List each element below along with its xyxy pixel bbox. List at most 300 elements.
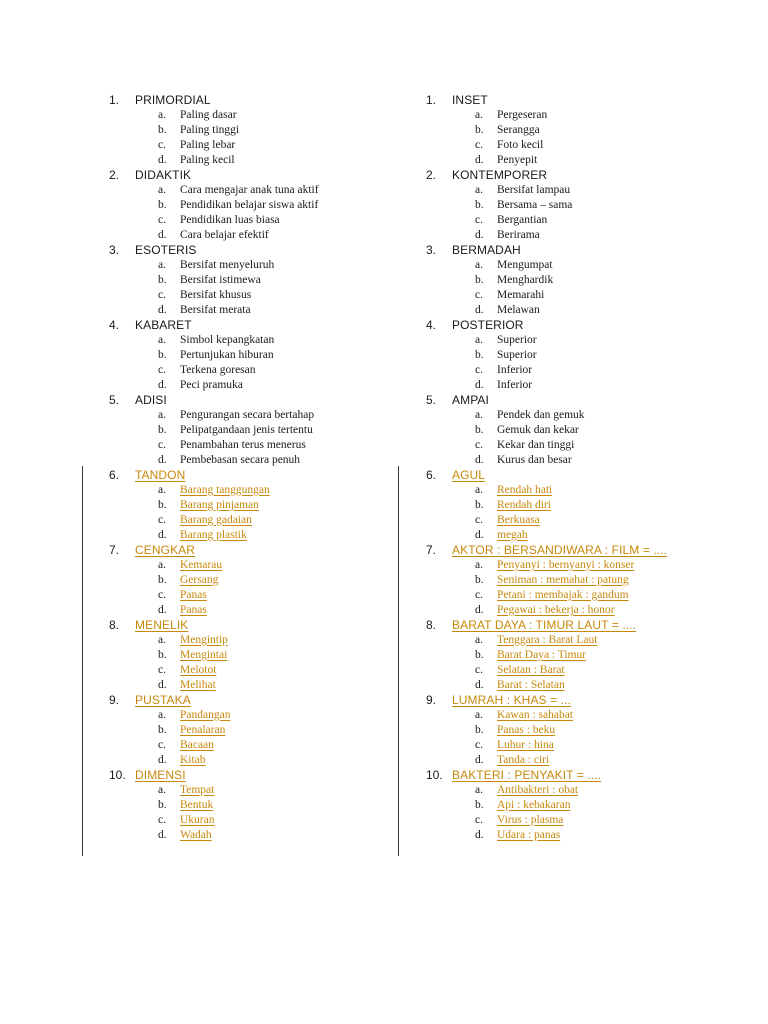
answer-option <box>426 122 756 137</box>
option-letter: b. <box>158 348 167 361</box>
option-text: Gemuk dan kekar <box>497 423 579 436</box>
answer-option <box>109 302 439 317</box>
option-letter: b. <box>158 798 167 811</box>
question-number: 7. <box>109 542 120 557</box>
answer-option <box>426 482 756 497</box>
answer-option <box>426 152 756 167</box>
question-block <box>426 167 756 242</box>
option-letter: d. <box>475 453 484 466</box>
option-letter: d. <box>475 678 484 691</box>
option-text: Barang gadaian <box>180 513 252 526</box>
question-number: 8. <box>426 617 437 632</box>
option-text: Ukuran <box>180 813 215 826</box>
option-text: Mengumpat <box>497 258 553 271</box>
answer-option <box>426 662 756 677</box>
option-letter: a. <box>158 558 166 571</box>
question-word: AGUL <box>452 467 486 482</box>
answer-option <box>109 227 439 242</box>
option-text: Gersang <box>180 573 219 586</box>
option-text: Selatan : Barat <box>497 663 565 676</box>
option-letter: a. <box>475 333 483 346</box>
question-word: MENELIK <box>135 617 189 632</box>
answer-option <box>109 677 439 692</box>
option-letter: d. <box>158 828 167 841</box>
answer-option <box>426 572 756 587</box>
option-letter: a. <box>475 633 483 646</box>
option-text: Paling tinggi <box>180 123 240 136</box>
option-text: Bersifat khusus <box>180 288 252 301</box>
option-letter: c. <box>158 438 166 451</box>
option-letter: a. <box>158 483 166 496</box>
option-letter: b. <box>158 648 167 661</box>
option-letter: a. <box>475 708 483 721</box>
option-text: Cara mengajar anak tuna aktif <box>180 183 319 196</box>
question-word: DIMENSI <box>135 767 186 782</box>
option-text: Kemarau <box>180 558 223 571</box>
answer-option <box>426 107 756 122</box>
option-text: Melotot <box>180 663 217 676</box>
question-row <box>426 392 756 407</box>
answer-option <box>109 812 439 827</box>
answer-option <box>426 812 756 827</box>
option-letter: b. <box>475 498 484 511</box>
option-text: Mengintip <box>180 633 228 646</box>
question-word: ADISI <box>135 392 167 407</box>
question-row <box>109 692 439 707</box>
option-text: Seniman : memahat : patung <box>497 573 629 586</box>
option-text: Penyepit <box>497 153 538 166</box>
option-letter: a. <box>158 183 166 196</box>
option-letter: d. <box>158 228 167 241</box>
answer-option <box>109 827 439 842</box>
option-letter: c. <box>475 213 483 226</box>
question-word: KABARET <box>135 317 192 332</box>
option-letter: d. <box>158 153 167 166</box>
answer-option <box>426 557 756 572</box>
option-letter: a. <box>475 558 483 571</box>
option-text: Rendah hati <box>497 483 553 496</box>
answer-option <box>426 602 756 617</box>
option-text: Kawan : sahabat <box>497 708 573 721</box>
option-letter: c. <box>475 138 483 151</box>
question-row <box>426 242 756 257</box>
option-text: Barang tanggungan <box>180 483 270 496</box>
option-text: Panas : beku <box>497 723 556 736</box>
option-letter: a. <box>158 708 166 721</box>
option-text: Barang pinjaman <box>180 498 259 511</box>
option-text: Peci pramuka <box>180 378 243 391</box>
option-letter: c. <box>475 588 483 601</box>
option-letter: d. <box>158 303 167 316</box>
answer-option <box>426 677 756 692</box>
answer-option <box>426 347 756 362</box>
option-text: Superior <box>497 348 537 361</box>
left-question-column <box>109 92 439 842</box>
answer-option <box>426 332 756 347</box>
question-number: 9. <box>426 692 437 707</box>
question-number: 1. <box>109 92 120 107</box>
question-block <box>109 392 439 467</box>
option-text: Cara belajar efektif <box>180 228 269 241</box>
option-text: Pendek dan gemuk <box>497 408 585 421</box>
question-block <box>109 242 439 317</box>
option-letter: d. <box>158 603 167 616</box>
option-text: Berkuasa <box>497 513 540 526</box>
option-letter: c. <box>475 513 483 526</box>
question-block <box>109 767 439 842</box>
answer-option <box>426 737 756 752</box>
answer-option <box>109 707 439 722</box>
option-text: Tanda : ciri <box>497 753 550 766</box>
question-number: 5. <box>426 392 437 407</box>
answer-option <box>109 662 439 677</box>
question-block <box>109 92 439 167</box>
answer-option <box>109 332 439 347</box>
option-letter: d. <box>158 678 167 691</box>
answer-option <box>109 377 439 392</box>
option-letter: b. <box>475 273 484 286</box>
answer-option <box>109 752 439 767</box>
option-text: Bersama – sama <box>497 198 573 211</box>
option-text: Superior <box>497 333 537 346</box>
option-text: Paling lebar <box>180 138 236 151</box>
answer-option <box>109 362 439 377</box>
option-letter: b. <box>475 648 484 661</box>
option-text: Bergantian <box>497 213 548 226</box>
question-row <box>426 92 756 107</box>
question-block <box>426 242 756 317</box>
answer-option <box>426 512 756 527</box>
option-letter: c. <box>158 138 166 151</box>
question-word: INSET <box>452 92 488 107</box>
answer-option <box>109 632 439 647</box>
option-text: Penambahan terus menerus <box>180 438 306 451</box>
answer-option <box>109 557 439 572</box>
question-number: 6. <box>109 467 120 482</box>
question-word: BAKTERI : PENYAKIT = .... <box>452 767 602 782</box>
option-letter: b. <box>475 573 484 586</box>
question-row <box>109 467 439 482</box>
option-text: Tenggara : Barat Laut <box>497 633 598 646</box>
question-number: 10. <box>426 767 443 782</box>
question-word: POSTERIOR <box>452 317 524 332</box>
option-text: Luhur : hina <box>497 738 554 751</box>
question-word: DIDAKTIK <box>135 167 192 182</box>
answer-option <box>109 272 439 287</box>
answer-option <box>109 602 439 617</box>
question-number: 2. <box>109 167 120 182</box>
question-number: 8. <box>109 617 120 632</box>
option-text: Berirama <box>497 228 540 241</box>
option-letter: b. <box>475 198 484 211</box>
option-text: Pembebasan secara penuh <box>180 453 301 466</box>
question-row <box>426 617 756 632</box>
option-text: Kurus dan besar <box>497 453 572 466</box>
option-text: Kitab <box>180 753 206 766</box>
answer-option <box>426 437 756 452</box>
option-text: Wadah <box>180 828 212 841</box>
option-letter: b. <box>158 498 167 511</box>
option-letter: c. <box>475 813 483 826</box>
answer-option <box>426 362 756 377</box>
question-word: AKTOR : BERSANDIWARA : FILM = .... <box>452 542 668 557</box>
answer-option <box>109 797 439 812</box>
answer-option <box>109 122 439 137</box>
option-letter: d. <box>475 378 484 391</box>
answer-option <box>426 197 756 212</box>
answer-option <box>109 422 439 437</box>
answer-option <box>109 737 439 752</box>
option-letter: a. <box>475 108 483 121</box>
option-text: Kekar dan tinggi <box>497 438 575 451</box>
option-letter: b. <box>158 423 167 436</box>
option-letter: d. <box>475 603 484 616</box>
question-block <box>426 467 756 542</box>
question-row <box>426 467 756 482</box>
answer-option <box>109 197 439 212</box>
option-text: Pendidikan luas biasa <box>180 213 280 226</box>
option-text: Pandangan <box>180 708 231 721</box>
option-letter: c. <box>158 363 166 376</box>
option-letter: a. <box>158 258 166 271</box>
question-row <box>426 317 756 332</box>
question-block <box>109 542 439 617</box>
option-letter: a. <box>475 183 483 196</box>
question-row <box>426 167 756 182</box>
option-text: Panas <box>180 603 207 616</box>
option-letter: c. <box>158 288 166 301</box>
question-number: 3. <box>426 242 437 257</box>
answer-option <box>426 647 756 662</box>
answer-option <box>426 377 756 392</box>
option-letter: b. <box>158 273 167 286</box>
answer-option <box>426 827 756 842</box>
option-letter: c. <box>158 738 166 751</box>
answer-option <box>109 722 439 737</box>
answer-option <box>426 407 756 422</box>
question-number: 5. <box>109 392 120 407</box>
answer-option <box>109 107 439 122</box>
option-text: Bersifat menyeluruh <box>180 258 275 271</box>
answer-option <box>426 722 756 737</box>
option-text: Paling kecil <box>180 153 235 166</box>
option-text: Virus : plasma <box>497 813 564 826</box>
answer-option <box>426 287 756 302</box>
question-row <box>109 617 439 632</box>
question-row <box>109 317 439 332</box>
question-block <box>426 692 756 767</box>
option-letter: c. <box>158 813 166 826</box>
option-letter: a. <box>158 783 166 796</box>
question-word: AMPAI <box>452 392 489 407</box>
question-block <box>426 392 756 467</box>
question-row <box>426 692 756 707</box>
answer-option <box>109 497 439 512</box>
right-question-column <box>426 92 756 842</box>
question-number: 1. <box>426 92 437 107</box>
answer-option <box>109 347 439 362</box>
option-text: Inferior <box>497 378 533 391</box>
option-letter: d. <box>475 153 484 166</box>
option-letter: c. <box>158 588 166 601</box>
option-text: Melihat <box>180 678 216 691</box>
question-row <box>109 242 439 257</box>
option-letter: d. <box>475 228 484 241</box>
option-text: Udara : panas <box>497 828 561 841</box>
option-letter: d. <box>158 528 167 541</box>
option-letter: b. <box>475 798 484 811</box>
option-letter: c. <box>475 363 483 376</box>
answer-option <box>426 182 756 197</box>
answer-option <box>109 287 439 302</box>
option-letter: d. <box>475 828 484 841</box>
answer-option <box>109 437 439 452</box>
question-block <box>426 767 756 842</box>
answer-option <box>426 257 756 272</box>
option-text: Barang plastik <box>180 528 247 541</box>
question-number: 2. <box>426 167 437 182</box>
option-letter: b. <box>158 123 167 136</box>
option-letter: c. <box>475 438 483 451</box>
question-row <box>426 542 756 557</box>
question-word: BERMADAH <box>452 242 521 257</box>
option-text: Simbol kepangkatan <box>180 333 275 346</box>
option-letter: d. <box>475 528 484 541</box>
answer-option <box>426 752 756 767</box>
option-text: Memarahi <box>497 288 545 301</box>
option-text: megah <box>497 528 528 541</box>
option-text: Menghardik <box>497 273 554 286</box>
option-letter: b. <box>475 348 484 361</box>
question-word: TANDON <box>135 467 186 482</box>
answer-option <box>109 182 439 197</box>
answer-option <box>426 212 756 227</box>
answer-option <box>426 497 756 512</box>
option-text: Terkena goresan <box>180 363 256 376</box>
answer-option <box>109 452 439 467</box>
option-text: Pelipatgandaan jenis tertentu <box>180 423 313 436</box>
question-number: 3. <box>109 242 120 257</box>
option-text: Serangga <box>497 123 540 136</box>
answer-option <box>426 707 756 722</box>
answer-option <box>109 512 439 527</box>
question-block <box>426 92 756 167</box>
option-letter: b. <box>158 573 167 586</box>
question-block <box>109 317 439 392</box>
option-letter: d. <box>158 753 167 766</box>
option-letter: a. <box>475 483 483 496</box>
answer-option <box>426 632 756 647</box>
question-block <box>109 692 439 767</box>
option-letter: d. <box>158 453 167 466</box>
option-text: Bersifat merata <box>180 303 251 316</box>
question-row <box>109 767 439 782</box>
option-text: Mengintai <box>180 648 228 661</box>
answer-option <box>109 782 439 797</box>
question-number: 4. <box>109 317 120 332</box>
option-letter: b. <box>475 423 484 436</box>
option-text: Panas <box>180 588 207 601</box>
option-letter: c. <box>475 663 483 676</box>
answer-option <box>426 302 756 317</box>
option-text: Penyanyi : bernyanyi : konser <box>497 558 635 571</box>
option-text: Petani : membajak : gandum <box>497 588 629 601</box>
answer-option <box>109 587 439 602</box>
question-word: PUSTAKA <box>135 692 191 707</box>
answer-option <box>426 782 756 797</box>
answer-option <box>109 647 439 662</box>
option-text: Bentuk <box>180 798 214 811</box>
question-block <box>109 467 439 542</box>
option-text: Rendah diri <box>497 498 551 511</box>
answer-option <box>109 257 439 272</box>
answer-option <box>109 152 439 167</box>
answer-option <box>426 422 756 437</box>
answer-option <box>109 137 439 152</box>
option-letter: b. <box>475 123 484 136</box>
question-word: PRIMORDIAL <box>135 92 211 107</box>
option-text: Api : kebakaran <box>497 798 571 811</box>
option-text: Inferior <box>497 363 533 376</box>
answer-option <box>109 572 439 587</box>
option-letter: b. <box>475 723 484 736</box>
answer-option <box>109 407 439 422</box>
question-row <box>109 542 439 557</box>
question-number: 7. <box>426 542 437 557</box>
option-text: Melawan <box>497 303 540 316</box>
option-letter: b. <box>158 723 167 736</box>
left-margin-line <box>82 466 83 856</box>
answer-option <box>109 527 439 542</box>
answer-option <box>109 212 439 227</box>
option-letter: c. <box>475 738 483 751</box>
question-block <box>426 542 756 617</box>
question-word: CENGKAR <box>135 542 196 557</box>
option-letter: d. <box>158 378 167 391</box>
question-block <box>426 317 756 392</box>
option-letter: a. <box>475 783 483 796</box>
option-text: Barat : Selatan <box>497 678 565 691</box>
option-text: Pertunjukan hiburan <box>180 348 274 361</box>
question-block <box>109 167 439 242</box>
question-word: KONTEMPORER <box>452 167 548 182</box>
answer-option <box>426 797 756 812</box>
option-text: Pengurangan secara bertahap <box>180 408 315 421</box>
question-block <box>426 617 756 692</box>
option-text: Barat Daya : Timur <box>497 648 587 661</box>
question-number: 9. <box>109 692 120 707</box>
option-letter: a. <box>475 258 483 271</box>
question-row <box>109 392 439 407</box>
question-word: BARAT DAYA : TIMUR LAUT = .... <box>452 617 637 632</box>
option-text: Foto kecil <box>497 138 544 151</box>
question-number: 4. <box>426 317 437 332</box>
answer-option <box>426 527 756 542</box>
option-text: Bacaan <box>180 738 214 751</box>
center-divider-line <box>398 466 399 856</box>
option-text: Bersifat istimewa <box>180 273 261 286</box>
option-letter: b. <box>158 198 167 211</box>
option-text: Bersifat lampau <box>497 183 571 196</box>
option-letter: c. <box>158 663 166 676</box>
option-text: Tempat <box>180 783 215 796</box>
question-row <box>109 167 439 182</box>
answer-option <box>426 227 756 242</box>
question-word: LUMRAH : KHAS = ... <box>452 692 571 707</box>
answer-option <box>426 137 756 152</box>
question-word: ESOTERIS <box>135 242 197 257</box>
option-letter: a. <box>158 108 166 121</box>
